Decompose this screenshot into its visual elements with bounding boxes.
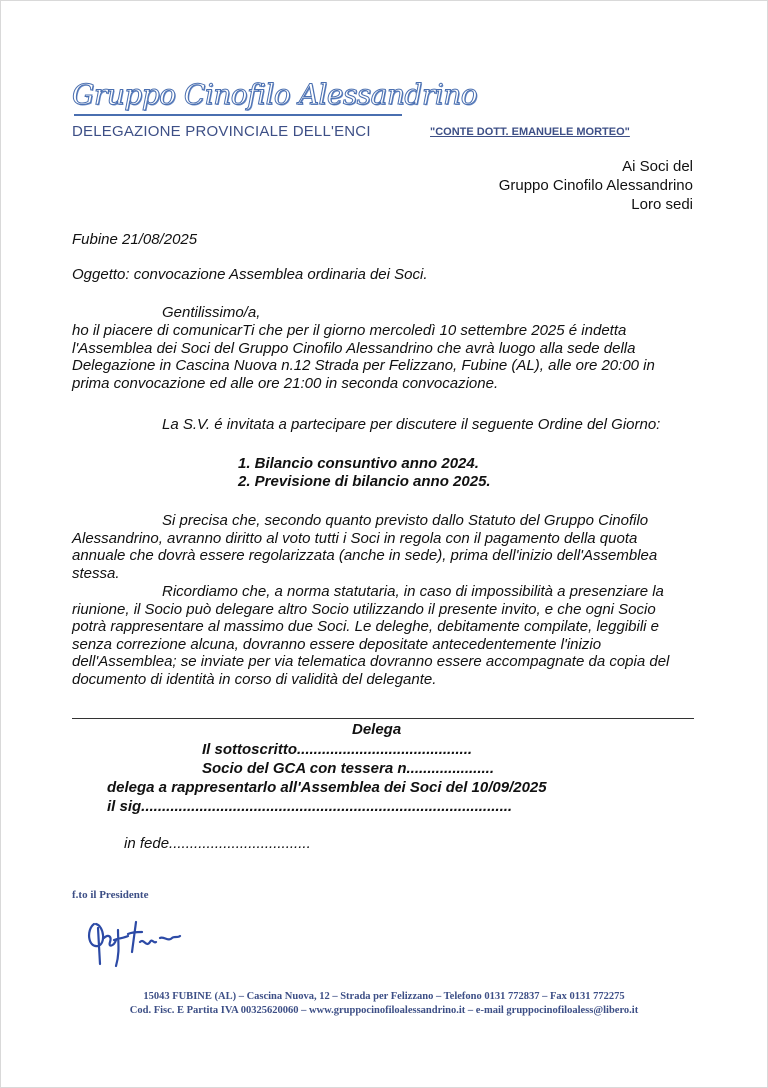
body-paragraph-4-text: Ricordiamo che, a norma statutaria, in caso di impossibilità a presenziare la riunione, il Socio può delegare altro Socio utilizzando il presente invito, e che ogni Socio potrà rappresentare al massimo due Soci. Le deleghe, debitamente compilate, leggibili e senza correzione alcuna, dovranno essere depositate antecedentemente l'inizio dell'Assemblea; se inviate per via telematica dovranno essere accompagnate da copia del documento di identità in corso di validità del delegante.	[72, 583, 670, 688]
proxy-line-mr: il sig.........................................................................................	[107, 798, 513, 815]
recipient-line-1: Ai Soci del	[622, 158, 693, 175]
greeting: Gentilissimo/a,	[162, 304, 261, 321]
body-paragraph-2-text: La S.V. é invitata a partecipare per discutere il seguente Ordine del Giorno:	[162, 416, 661, 433]
footer-address: 15043 FUBINE (AL) – Cascina Nuova, 12 – Strada per Felizzano – Telefono 0131 772837 – Fax 0131 772275	[143, 991, 625, 1002]
letter-subject: Oggetto: convocazione Assemblea ordinaria dei Soci.	[72, 266, 428, 283]
proxy-title: Delega	[352, 721, 402, 738]
logo: Gruppo Cinofilo Alessandrino	[72, 78, 478, 111]
body-paragraph-4	[72, 583, 692, 688]
delegation-title: DELEGAZIONE PROVINCIALE DELL'ENCI	[72, 123, 371, 140]
footer-contacts: Cod. Fisc. E Partita IVA 00325620060 – www.gruppocinofiloalessandrino.it – e-mail gruppocinofiloaless@libero.it	[129, 1005, 639, 1016]
proxy-line-undersigned: Il sottoscritto..........................................	[202, 741, 473, 758]
body-paragraph-2	[72, 416, 692, 434]
recipient-line-2: Gruppo Cinofilo Alessandrino	[498, 177, 693, 194]
divider	[72, 718, 694, 719]
proxy-line-member-card: Socio del GCA con tessera n.....................	[202, 760, 495, 777]
agenda-item-2: 2. Previsione di bilancio anno 2025.	[238, 473, 491, 490]
agenda-item-1: 1. Bilancio consuntivo anno 2024.	[238, 455, 479, 472]
body-paragraph-3	[72, 512, 692, 582]
proxy-line-delegate: delega a rappresentarlo all'Assemblea dei Soci del 10/09/2025	[107, 779, 547, 796]
dedication: "CONTE DOTT. EMANUELE MORTEO"	[430, 126, 630, 138]
letter-date: Fubine 21/08/2025	[72, 231, 198, 248]
president-signature	[82, 908, 192, 974]
body-paragraph-1: ho il piacere di comunicarTi che per il giorno mercoledì 10 settembre 2025 é indetta l'Assemblea dei Soci del Gruppo Cinofilo Alessandrino che avrà luogo alla sede della Delegazione in Cascina Nuova n.12 Strada per Felizzano, Fubine (AL), alle ore 20:00 in prima convocazione ed alle ore 21:00 in seconda convocazione.	[72, 322, 655, 392]
body-paragraph-3-text: Si precisa che, secondo quanto previsto dallo Statuto del Gruppo Cinofilo Alessandrino, avranno diritto al voto tutti i Soci in regola con il pagamento della quota annuale che dovrà essere regolarizzata (anche in sede), prima dell'inizio dell'Assemblea stessa.	[72, 512, 658, 582]
signature-label: f.to il Presidente	[72, 889, 149, 901]
logo-underline	[74, 114, 402, 116]
in-fede: in fede..................................	[124, 835, 311, 852]
recipient-line-3: Loro sedi	[631, 196, 693, 213]
